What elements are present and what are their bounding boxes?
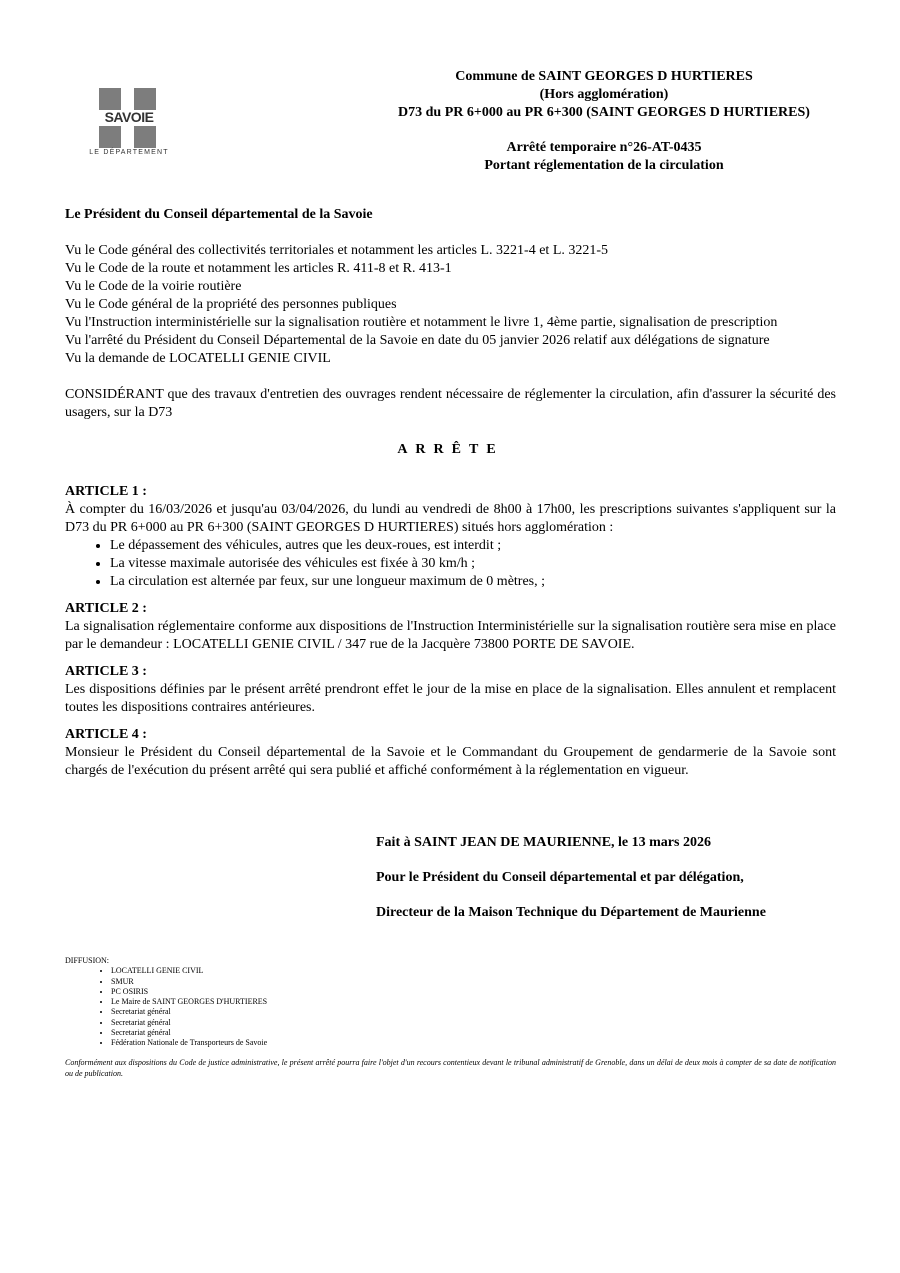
diffusion-items [65,966,836,1048]
logo-square [134,88,156,110]
vu-item: Vu l'arrêté du Président du Conseil Départemental de la Savoie en date du 05 janvier 2026 relatif aux délégations de signature [65,333,770,348]
list-item: • Le dépassement des véhicules, autres que les deux-roues, est interdit ; [110,537,836,555]
document-header [370,68,838,175]
vu-item: Vu le Code de la route et notamment les articles R. 411-8 et R. 413-1 [65,261,452,276]
list-item: • La vitesse maximale autorisée des véhicules est fixée à 30 km/h ; [110,555,836,573]
article-title: ARTICLE 3 : [65,664,147,679]
article-text: La signalisation réglementaire conforme aux dispositions de l'Instruction Interministérielle sur la signalisation routière sera mise en place par le demandeur : LOCATELLI GENIE CIVIL / 347 rue de la Jacquère 73800 PORTE DE SAVOIE. [65,619,836,652]
signature-block [376,834,836,939]
list-item: • Le Maire de SAINT GEORGES D'HURTIERES [111,997,836,1007]
logo-square [99,88,121,110]
vu-list [65,242,836,368]
list-item: • Secretariat général [111,1028,836,1038]
list-item: • Secretariat général [111,1018,836,1028]
article-text: Les dispositions définies par le présent arrêté prendront effet le jour de la mise en place de la signalisation. Elles annulent et remplacent toutes les dispositions contraires antérieures. [65,682,836,715]
savoie-logo [84,86,174,160]
vu-item: Vu l'Instruction interministérielle sur la signalisation routière et notamment le livre 1, 4ème partie, signalisation de prescription [65,315,778,330]
delegation-line: Pour le Président du Conseil départemental et par délégation, [376,870,744,885]
list-item: • PC OSIRIS [111,987,836,997]
article-2 [65,600,836,654]
arrete-object: Portant réglementation de la circulation [484,158,724,173]
diffusion-label: DIFFUSION: [65,956,110,965]
president-line: Le Président du Conseil départemental de la Savoie [65,207,373,222]
place-date: Fait à SAINT JEAN DE MAURIENNE, le 13 mars 2026 [376,835,711,850]
legal-notice: Conformément aux dispositions du Code de justice administrative, le présent arrêté pourra faire l'objet d'un recours contentieux devant le tribunal administratif de Grenoble, dans un délai de deux mois à compter de sa date de notification ou de publication. [65,1058,836,1078]
list-item: • Fédération Nationale de Transporteurs de Savoie [111,1038,836,1048]
list-item: • Secretariat général [111,1007,836,1017]
logo-square [99,126,121,148]
logo-square [134,126,156,148]
logo-word: SAVOIE [104,109,154,125]
list-item: • La circulation est alternée par feux, sur une longueur maximum de 0 mètres, ; [110,573,836,591]
prescription-list [65,537,836,591]
vu-item: Vu le Code général des collectivités territoriales et notamment les articles L. 3221-4 et L. 3221-5 [65,243,609,258]
zone-title: (Hors agglomération) [539,87,669,102]
considerant: CONSIDÉRANT que des travaux d'entretien des ouvrages rendent nécessaire de réglementer la circulation, afin d'assurer la sécurité des usagers, sur la D73 [65,387,836,420]
article-3 [65,663,836,717]
list-item: • LOCATELLI GENIE CIVIL [111,966,836,976]
list-item: • SMUR [111,977,836,987]
article-1 [65,483,836,591]
vu-item: Vu le Code général de la propriété des personnes publiques [65,297,397,312]
vu-item: Vu le Code de la voirie routière [65,279,242,294]
vu-item: Vu la demande de LOCATELLI GENIE CIVIL [65,351,331,366]
arrete-number: Arrêté temporaire n°26-AT-0435 [506,140,702,155]
diffusion-list [65,956,836,1049]
article-title: ARTICLE 1 : [65,484,147,499]
logo-subtitle: LE DÉPARTEMENT [89,149,169,156]
article-text: À compter du 16/03/2026 et jusqu'au 03/04/2026, du lundi au vendredi de 8h00 à 17h00, les prescriptions suivantes s'appliquent sur la D73 du PR 6+000 au PR 6+300 (SAINT GEORGES D HURTIERES) situés hors agglomération : [65,502,836,535]
article-text: Monsieur le Président du Conseil départemental de la Savoie et le Commandant du Groupement de gendarmerie de la Savoie sont chargés de l'exécution du présent arrêté qui sera publié et affiché conformément à la réglementation en vigueur. [65,745,836,778]
article-4 [65,726,836,780]
article-title: ARTICLE 2 : [65,601,147,616]
signatory-role: Directeur de la Maison Technique du Département de Maurienne [376,905,766,920]
document-body [65,206,836,789]
commune-title: Commune de SAINT GEORGES D HURTIERES [455,69,753,84]
article-title: ARTICLE 4 : [65,727,147,742]
route-title: D73 du PR 6+000 au PR 6+300 (SAINT GEORGES D HURTIERES) [398,105,810,120]
arrete-title: ARRÊTE [397,442,504,457]
